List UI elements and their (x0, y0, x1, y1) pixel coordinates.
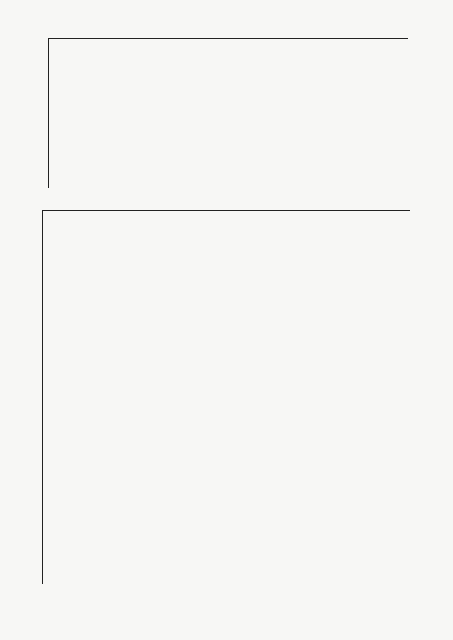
top-data-table (48, 38, 408, 188)
bottom-data-table (42, 210, 410, 584)
